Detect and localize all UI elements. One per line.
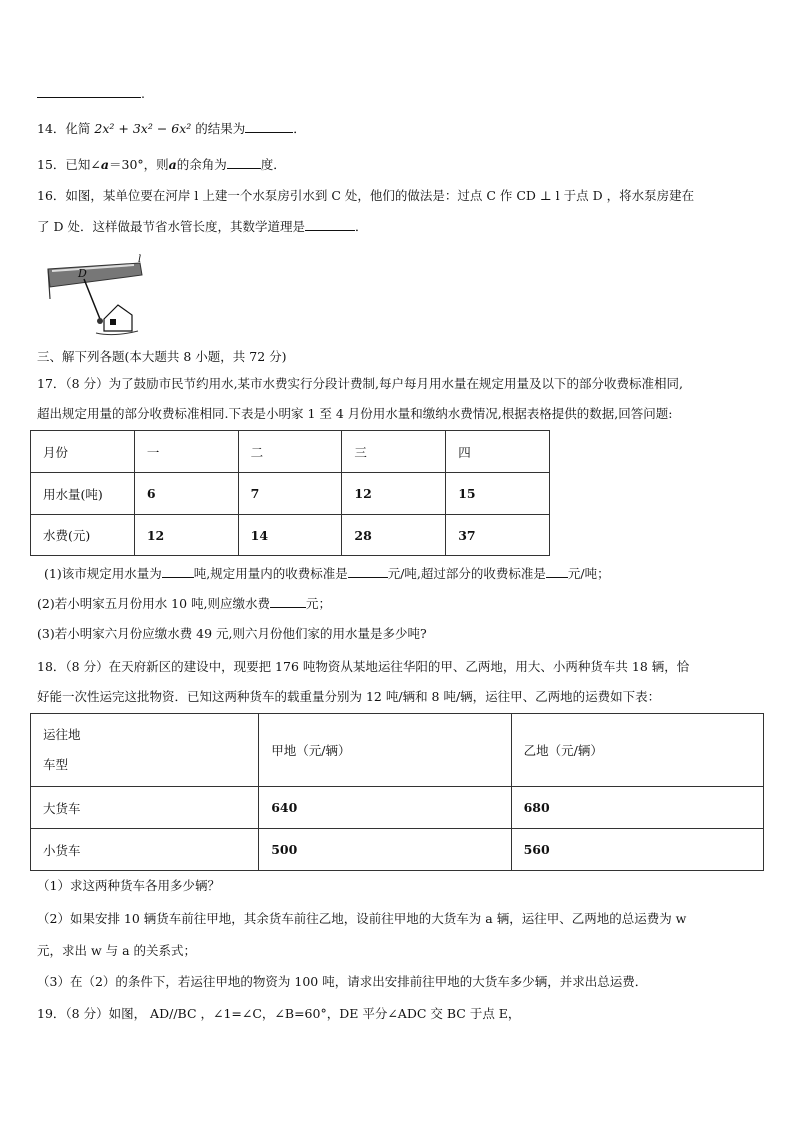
- q15-text-c: 的余角为: [176, 157, 227, 172]
- table-cell: 37: [446, 515, 550, 556]
- water-pipe: [84, 279, 100, 319]
- q17-sub1: [44, 565, 610, 583]
- question-18-line2: 好能一次性运完这批物资．已知这两种货车的载重量分别为 12 吨/辆和 8 吨/辆，运往甲、乙两地的运费如下表：: [37, 689, 661, 704]
- q15-text-a: 已知∠: [65, 157, 101, 172]
- q17-sub1-b: 吨,规定用量内的收费标准是: [193, 566, 348, 581]
- q17-blank-3: [546, 565, 568, 578]
- table-cell: 15: [446, 473, 550, 515]
- answer-blank: [37, 85, 141, 98]
- table-cell: 二: [238, 431, 342, 473]
- header-vehicle-type: 车型: [43, 757, 69, 772]
- question-16-line2: [37, 218, 368, 236]
- q15-text-b: ＝30°，则: [109, 157, 169, 172]
- freight-cost-table: [30, 713, 764, 871]
- table-cell: 水费(元): [31, 515, 135, 556]
- q17-sub1-d: 元/吨；: [567, 566, 610, 581]
- top-answer-line: [37, 85, 145, 103]
- q14-text-a: 化简: [65, 121, 91, 136]
- river-bank-figure: [44, 253, 144, 337]
- section-3-heading: 三、解下列各题(本大题共 8 小题，共 72 分): [37, 349, 287, 364]
- table-cell: 用水量(吨): [31, 473, 135, 515]
- table-cell: 月份: [31, 431, 135, 473]
- q17-blank-2: [348, 565, 388, 578]
- q18-sub3: （3）在（2）的条件下，若运往甲地的物资为 100 吨，请求出安排前往甲地的大货车多少辆，并求出总运费．: [37, 974, 648, 989]
- question-18-line1: 18．（8 分）在天府新区的建设中，现要把 176 吨物资从某地运往华阳的甲、乙两地，用大、小两种货车共 18 辆，恰: [37, 659, 690, 674]
- q17-blank-4: [270, 595, 306, 608]
- q14-answer-blank: [245, 120, 293, 133]
- table-cell: 500: [259, 829, 511, 871]
- q16-answer-blank: [305, 218, 355, 231]
- q15-var2: a: [168, 157, 177, 172]
- table-cell: 12: [134, 515, 238, 556]
- table-cell: 14: [238, 515, 342, 556]
- table-cell: 大货车: [31, 787, 259, 829]
- table-cell: 28: [342, 515, 446, 556]
- q17-sub2: [37, 595, 331, 613]
- q15-var: a: [100, 157, 109, 172]
- q17-sub2-b: 元；: [306, 596, 332, 611]
- table-cell: 680: [511, 787, 763, 829]
- question-19-line1: 19．（8 分）如图， AD//BC ，∠1=∠C，∠B=60°，DE 平分∠ADC 交 BC 于点 E，: [37, 1006, 521, 1021]
- fig-label-l: l: [138, 254, 142, 265]
- q17-sub2-a: (2)若小明家五月份用水 10 吨,则应缴水费: [37, 596, 271, 611]
- q17-sub1-a: (1)该市规定用水量为: [44, 566, 162, 581]
- table-cell: 12: [342, 473, 446, 515]
- point-c-marker: [97, 318, 103, 324]
- q17-sub1-c: 元/吨,超过部分的收费标准是: [387, 566, 546, 581]
- table-header-cell: 甲地（元/辆）: [259, 714, 511, 787]
- table-row: [31, 714, 764, 787]
- table-cell: 560: [511, 829, 763, 871]
- q18-sub2-line1: （2）如果安排 10 辆货车前往甲地，其余货车前往乙地，设前往甲地的大货车为 a 辆，运往甲、乙两地的总运费为 w: [37, 911, 687, 926]
- question-16-line1: 16．如图，某单位要在河岸 l 上建一个水泵房引水到 C 处，他们的做法是：过点 C 作 CD ⊥ l 于点 D ，将水泵房建在: [37, 188, 695, 203]
- q14-number: 14．: [37, 121, 66, 136]
- q18-sub1: （1）求这两种货车各用多少辆？: [37, 878, 220, 893]
- question-15: [37, 156, 286, 174]
- table-cell: 小货车: [31, 829, 259, 871]
- top-fill-dot: .: [141, 86, 145, 101]
- q15-end: 度．: [260, 157, 286, 172]
- table-row: [31, 787, 764, 829]
- question-17-line1: 17．（8 分）为了鼓励市民节约用水,某市水费实行分段计费制,每户每月用水量在规定用量及以下的部分收费标准相同,: [37, 376, 684, 391]
- q14-expression: 2x² + 3x² − 6x²: [94, 121, 192, 136]
- table-row: [31, 515, 550, 556]
- table-cell: 7: [238, 473, 342, 515]
- q14-end: ．: [293, 121, 306, 136]
- q17-blank-1: [162, 565, 194, 578]
- q17-sub3: (3)若小明家六月份应缴水费 49 元,则六月份他们家的用水量是多少吨?: [37, 626, 427, 641]
- question-14: [37, 120, 306, 138]
- header-destination: 运往地: [43, 727, 81, 742]
- q16-line2-text: 了 D 处．这样做最节省水管长度，其数学道理是: [37, 219, 305, 234]
- q16-end: ．: [354, 219, 368, 234]
- fig-label-d: D: [78, 267, 87, 280]
- q15-answer-blank: [227, 156, 261, 169]
- water-fee-table: [30, 430, 550, 556]
- table-header-cell: [31, 714, 259, 787]
- table-row: [31, 473, 550, 515]
- table-cell: 四: [446, 431, 550, 473]
- q15-number: 15．: [37, 157, 66, 172]
- q18-sub2-line2: 元，求出 w 与 a 的关系式；: [37, 943, 197, 958]
- table-row: [31, 431, 550, 473]
- table-row: [31, 829, 764, 871]
- q14-text-b: 的结果为: [195, 121, 246, 136]
- table-cell: 三: [342, 431, 446, 473]
- question-17-line2: 超出规定用量的部分收费标准相同.下表是小明家 1 至 4 月份用水量和缴纳水费情况,根据表格提供的数据,回答问题:: [37, 406, 673, 421]
- table-cell: 6: [134, 473, 238, 515]
- table-cell: 640: [259, 787, 511, 829]
- table-header-cell: 乙地（元/辆）: [511, 714, 763, 787]
- river-bank-shape: [48, 263, 142, 287]
- table-cell: 一: [134, 431, 238, 473]
